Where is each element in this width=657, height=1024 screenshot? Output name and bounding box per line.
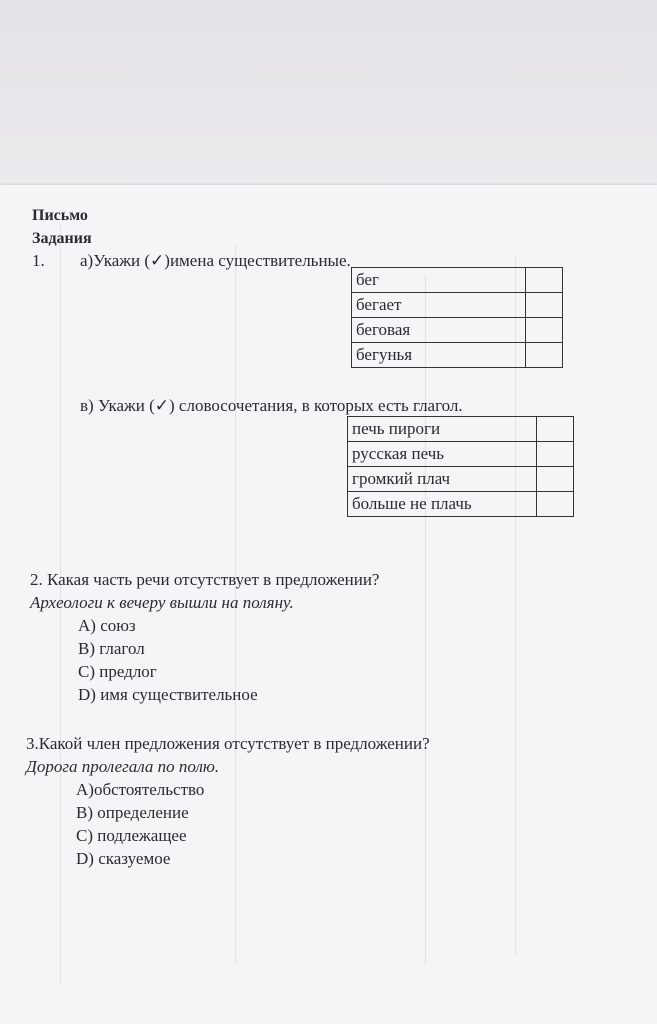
option-label: громкий плач [348,467,537,492]
task2-answer-c: С) предлог [78,662,157,681]
checkbox-cell[interactable] [537,442,574,467]
task2-answer-a: А) союз [78,616,136,635]
task2-question: 2. Какая часть речи отсутствует в предложении? [30,570,380,589]
option-label: бегает [352,293,526,318]
task3-answer-a: А)обстоятельство [76,780,205,799]
task3-answer-b: В) определение [76,803,189,822]
table-row [348,467,574,492]
table-row [348,417,574,442]
task3-question: 3.Какой член предложения отсутствует в предложении? [26,734,430,753]
checkbox-cell[interactable] [537,417,574,442]
option-label: русская печь [348,442,537,467]
table-row [348,492,574,517]
checkbox-cell[interactable] [537,492,574,517]
task1b-prompt: в) Укажи (✓) словосочетания, в которых есть глагол. [80,396,463,415]
paper-crease [425,275,426,965]
checkbox-cell[interactable] [526,293,563,318]
table-row [352,268,563,293]
option-label: больше не плачь [348,492,537,517]
option-label: бег [352,268,526,293]
task1a-prompt: а)Укажи (✓)имена существительные. [80,251,351,270]
task3-sentence: Дорога пролегала по полю. [26,757,220,776]
task3-answer-c: С) подлежащее [76,826,187,845]
task1b-options-table [347,416,574,517]
checkbox-cell[interactable] [526,268,563,293]
page-title: Письмо [32,207,88,224]
table-row [352,318,563,343]
table-row [352,293,563,318]
task1-number: 1. [32,251,45,270]
option-label: беговая [352,318,526,343]
option-label: бегунья [352,343,526,368]
table-row [348,442,574,467]
checkbox-cell[interactable] [537,467,574,492]
task2-answer-d: D) имя существительное [78,685,258,704]
task2-answer-b: В) глагол [78,639,145,658]
section-subtitle: Задания [32,230,92,247]
checkbox-cell[interactable] [526,318,563,343]
task2-sentence: Археологи к вечеру вышли на поляну. [30,593,294,612]
task3-answer-d: D) сказуемое [76,849,171,868]
option-label: печь пироги [348,417,537,442]
table-row [352,343,563,368]
background-surface [0,0,657,185]
task1a-options-table [351,267,563,368]
checkbox-cell[interactable] [526,343,563,368]
